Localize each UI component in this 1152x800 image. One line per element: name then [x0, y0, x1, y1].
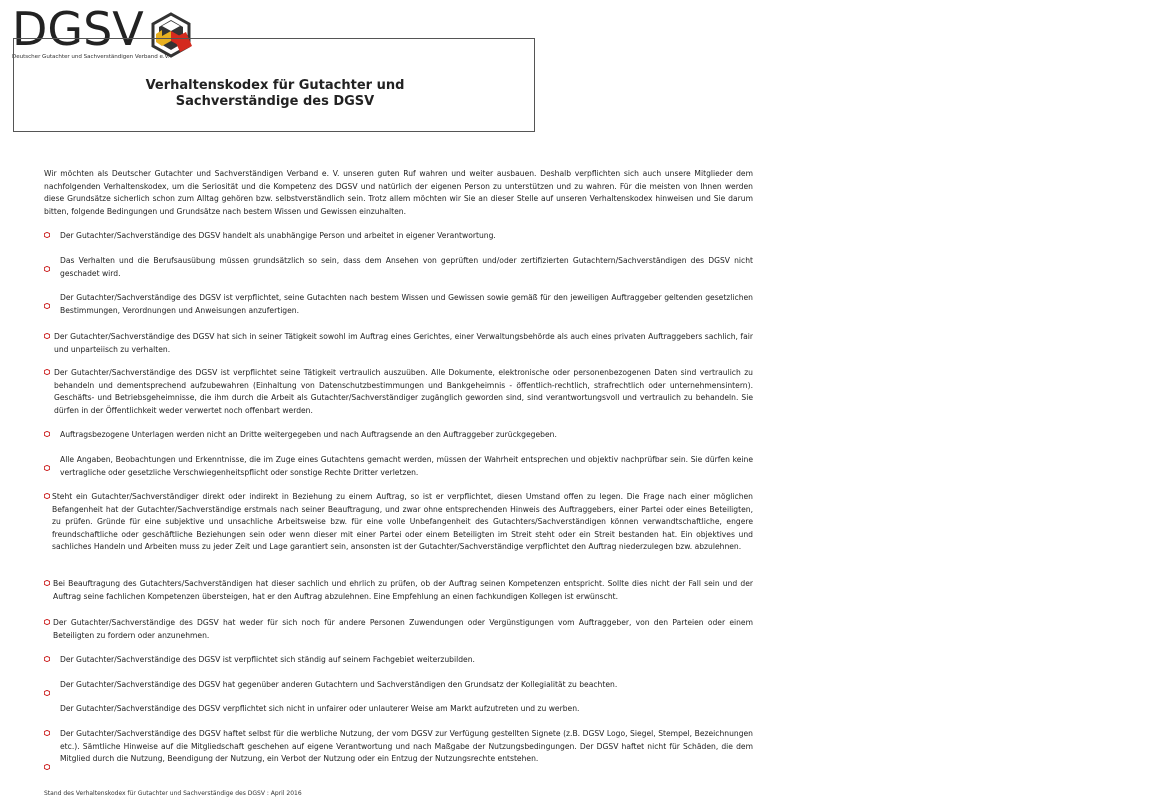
list-item: [44, 429, 753, 442]
list-item: [44, 578, 753, 603]
clause-text: Auftragsbezogene Unterlagen werden nicht an Dritte weitergegeben und nach Auftragsende an den Auftraggeber zurückgegeben.: [60, 430, 557, 439]
page-title: [14, 78, 536, 110]
title-box: [13, 38, 535, 132]
clause-text: Der Gutachter/Sachverständige des DGSV haftet selbst für die werbliche Nutzung, der vom DGSV zur Verfügung gestellten Signete (z.B. DGSV Logo, Siegel, Stempel, Bezeichnungen etc.). Sämtliche Hinweise auf die Mitgliedschaft geschehen auf eigene Verantwortung und nach Maßgabe der Nutzungsbedingungen. Der DGSV haftet nicht für Schäden, die dem Mitglied durch die Nutzung, Beendigung der Nutzung, ein Verbot der Nutzung oder ein Entzug der Nutzungsrechte entstehen.: [60, 729, 753, 763]
document-footer: Stand des Verhaltenskodex für Gutachter und Sachverständige des DGSV : April 2016: [44, 790, 302, 797]
title-line-2: Sachverständige des DGSV: [175, 94, 375, 109]
clause-text: Der Gutachter/Sachverständige des DGSV verpflichtet sich nicht in unfairer oder unlauterer Weise am Markt aufzutreten und zu werben.: [60, 704, 580, 713]
clause-text: Der Gutachter/Sachverständige des DGSV hat gegenüber anderen Gutachtern und Sachverständigen den Grundsatz der Kollegialität zu beachten.: [60, 680, 618, 689]
list-item: [44, 367, 753, 417]
hexagon-bullet-icon: [44, 493, 50, 499]
list-item: [44, 331, 753, 356]
clause-text: Der Gutachter/Sachverständige des DGSV ist verpflichtet sich ständig auf seinem Fachgebiet weiterzubilden.: [60, 655, 475, 664]
list-item: [44, 255, 753, 280]
hexagon-bullet-icon: [44, 730, 50, 736]
clause-text: Bei Beauftragung des Gutachters/Sachverständigen hat dieser sachlich und ehrlich zu prüfen, ob der Auftrag seinen Kompetenzen entspricht. Sollte dies nicht der Fall sein und der Auftrag seine fachlichen Kompetenzen übersteigen, hat er den Auftrag abzulehnen. Eine Empfehlung an einen fachkundigen Kollegen ist erwünscht.: [53, 579, 753, 601]
hexagon-bullet-icon: [44, 303, 50, 309]
list-item: [44, 654, 753, 667]
hexagon-bullet-icon: [44, 333, 50, 339]
hexagon-bullet-icon: [44, 465, 50, 471]
hexagon-bullet-icon: [44, 619, 50, 625]
clause-text: Der Gutachter/Sachverständige des DGSV handelt als unabhängige Person und arbeitet in eigener Verantwortung.: [60, 231, 496, 240]
clause-text: Der Gutachter/Sachverständige des DGSV ist verpflichtet, seine Gutachten nach bestem Wissen und Gewissen sowie gemäß für den jeweiligen Auftraggeber geltenden gesetzlichen Bestimmungen, Verordnungen und Anweisungen anzufertigen.: [60, 293, 753, 315]
list-item: [44, 292, 753, 317]
clause-text: Das Verhalten und die Berufsausübung müssen grundsätzlich so sein, dass dem Ansehen von geprüften und/oder zertifizierten Gutachtern/Sachverständigen des DGSV nicht geschadet wird.: [60, 256, 753, 278]
list-item: [44, 617, 753, 642]
document-body: [44, 168, 753, 778]
list-item: [44, 703, 753, 716]
hexagon-bullet-icon: [44, 266, 50, 272]
clause-text: Der Gutachter/Sachverständige des DGSV hat weder für sich noch für andere Personen Zuwendungen oder Vergünstigungen vom Auftraggeber, von den Parteien oder einem Beteiligten zu fordern oder anzunehmen.: [53, 618, 753, 640]
hexagon-bullet-icon: [44, 580, 50, 586]
clause-text: Steht ein Gutachter/Sachverständiger direkt oder indirekt in Beziehung zu einem Auftrag, so ist er verpflichtet, diesen Umstand offen zu legen. Die Frage nach einer möglichen Befangenheit hat der Gutachter/Sachverständige erstmals nach seiner Beauftragung, und zwar ohne entsprechenden Hinweis des Auftraggebers, einer Partei oder eines Beteiligten, zu prüfen. Gründe für eine subjektive und unsachliche Arbeitsweise bzw. für eine volle Unbefangenheit des Gutachters/Sachverständigen können verwandtschaftliche, engere freundschaftliche oder geschäftliche Beziehungen sein oder wenn dieser mit einer Partei oder einem Beteiligten im Streit steht oder ein Streit bestanden hat. Ein objektives und sachliches Handeln und Arbeiten muss zu jeder Zeit und Lage garantiert sein, ansonsten ist der Gutachter/Sachverständige verpflichtet den Auftrag niederzulegen bzw. abzulehnen.: [52, 492, 753, 551]
logo-wordmark: DGSV: [12, 2, 144, 56]
clause-text: Der Gutachter/Sachverständige des DGSV hat sich in seiner Tätigkeit sowohl im Auftrag eines Gerichtes, einer Verwaltungsbehörde als auch eines privaten Auftraggebers sachlich, fair und unparteiisch zu verhalten.: [54, 332, 753, 354]
hexagon-bullet-icon: [44, 764, 50, 770]
title-line-1: Verhaltenskodex für Gutachter und: [145, 78, 405, 93]
clause-text: Alle Angaben, Beobachtungen und Erkenntnisse, die im Zuge eines Gutachtens gemacht werden, müssen der Wahrheit entsprechen und objektiv nachprüfbar sein. Sie dürfen keine vertragliche oder gesetzliche Verschwiegenheitspflicht oder sonstige Rechte Dritter verletzen.: [60, 455, 753, 477]
list-item: [44, 230, 753, 243]
list-item: [44, 454, 753, 479]
intro-paragraph: Wir möchten als Deutscher Gutachter und Sachverständigen Verband e. V. unseren guten Ruf wahren und weiter ausbauen. Deshalb verpflichten sich auch unsere Mitglieder dem nachfolgenden Verhaltenskodex, um die Seriosität und die Kompetenz des DGSV und natürlich der eigenen Person zu unterstützen und zu wahren. Für die meisten von Ihnen werden diese Grundsätze sicherlich schon zum Alltag gehören bzw. selbstverständlich sein. Trotz allem möchten wir Sie an dieser Stelle auf unseren Verhaltenskodex hinweisen und Sie darum bitten, folgende Bedingungen und Grundsätze nach bestem Wissen und Gewissen einzuhalten.: [44, 169, 753, 216]
hexagon-bullet-icon: [44, 431, 50, 437]
hexagon-bullet-icon: [44, 690, 50, 696]
hexagon-bullet-icon: [44, 369, 50, 375]
list-item: [44, 728, 753, 766]
list-item: [44, 679, 753, 692]
hexagon-bullet-icon: [44, 232, 50, 238]
clause-text: Der Gutachter/Sachverständige des DGSV ist verpflichtet seine Tätigkeit vertraulich auszuüben. Alle Dokumente, elektronische oder personenbezogenen Daten sind vertraulich zu behandeln und dementsprechend aufzubewahren (Einhaltung von Datenschutzbestimmungen und Bankgeheimnis - öffentlich-rechtlich, strafrechtlich oder unternehmensintern). Geschäfts- und Betriebsgeheimnisse, die ihm durch die Arbeit als Gutachter/Sachverständiger zugänglich geworden sind, sind verantwortungsvoll und vertraulich zu behandeln. Sie dürfen in der Öffentlichkeit weder verwertet noch offenbart werden.: [54, 368, 753, 415]
list-item: [44, 491, 753, 554]
logo-tagline: Deutscher Gutachter und Sachverständigen Verband e.V.: [12, 54, 170, 60]
hexagon-bullet-icon: [44, 656, 50, 662]
